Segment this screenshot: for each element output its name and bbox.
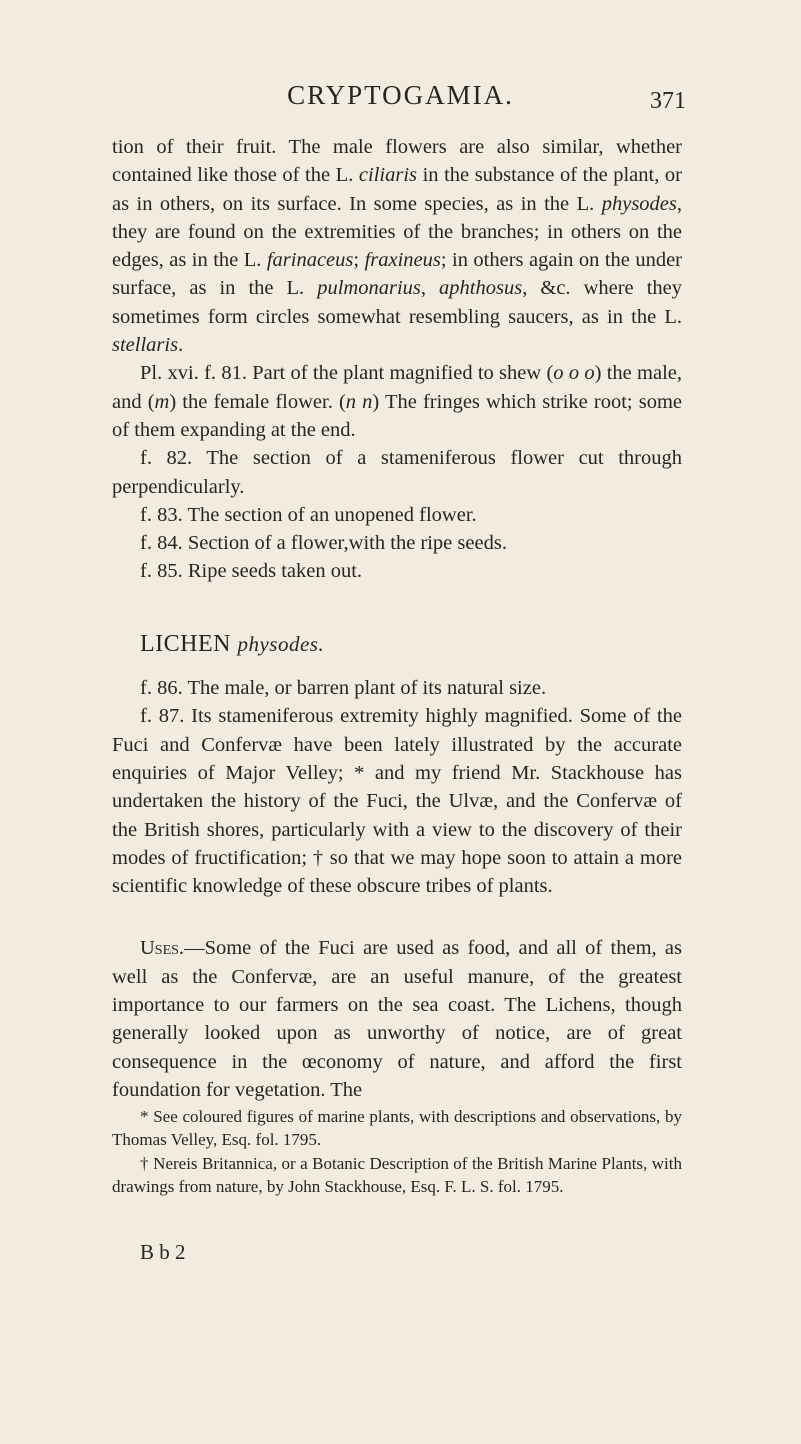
italic-run: aphthosus <box>439 277 523 300</box>
running-head: CRYPTOGAMIA. <box>287 80 514 110</box>
italic-run: m <box>154 390 170 413</box>
italic-run: ciliaris <box>358 164 417 187</box>
section-heading <box>112 630 682 658</box>
text-run: . <box>178 334 184 357</box>
italic-run: n n <box>345 390 373 413</box>
text-run: , &c. where they sometimes form circles somewhat resembling saucers, as in the L. <box>112 277 682 328</box>
uses-text: —Some of the Fuci are used as food, and all of them, as well as the Confervæ, are an useful manure, of the greatest importance to our farmers on the sea coast. The Lichens, though generally looked upon as unworthy of notice, are of great consequence in the œconomy of nature, and afford the first foundation for vegetation. The <box>112 937 682 1101</box>
text-run: LICHEN <box>140 630 238 657</box>
body-text <box>112 133 682 1267</box>
italic-run: physodes. <box>237 631 325 656</box>
plate-caption-f85: f. 85. Ripe seeds taken out. <box>140 560 363 583</box>
signature-mark: B b 2 <box>140 1240 186 1265</box>
text-run: ) The fringes which strike root; some of them expanding at the end. <box>112 390 682 441</box>
uses-label: Uses. <box>140 937 185 960</box>
italic-run: o o o <box>553 362 595 385</box>
paragraph-fuci: f. 87. Its stameniferous extremity highly magnified. Some of the Fuci and Confervæ have been lately illustrated by the accurate enquiries of Major Velley; * and my friend Mr. Stackhouse has undertaken the history of the Fuci, the Ulvæ, and the Confervæ of the British shores, particularly with a view to the discovery of their modes of fructification; † so that we may hope soon to attain a more scientific knowledge of these obscure tribes of plants. <box>112 705 682 898</box>
text-run: ) the female flower. ( <box>169 390 346 413</box>
italic-run: pulmonarius <box>317 277 421 300</box>
paragraph-fructification <box>112 133 682 359</box>
text-run: Pl. xvi. f. 81. Part of the plant magnified to shew ( <box>140 362 554 385</box>
text-run: in the substance of the plant, or as in others, on its surface. In some species, as in the L. <box>112 164 682 215</box>
plate-caption-f82: f. 82. The section of a stameniferous flower cut through perpendicularly. <box>112 447 682 498</box>
plate-caption-f83: f. 83. The section of an unopened flower. <box>140 503 477 526</box>
page-header <box>0 80 801 120</box>
plate-caption-f86: f. 86. The male, or barren plant of its natural size. <box>140 677 547 700</box>
italic-run: fraxineus <box>364 249 441 272</box>
text-run: , they are found on the extremities of the branches; in others on the edges, as in the L. <box>112 192 682 272</box>
text-run: , <box>420 277 440 300</box>
text-run: ; <box>353 249 365 272</box>
italic-run: farinaceus <box>266 249 354 272</box>
footnote-velley: * See coloured figures of marine plants, with descriptions and observations, by Thomas Velley, Esq. fol. 1795. <box>112 1107 682 1150</box>
footnote-stackhouse: † Nereis Britannica, or a Botanic Description of the British Marine Plants, with drawings from nature, by John Stackhouse, Esq. F. L. S. fol. 1795. <box>112 1154 682 1197</box>
italic-run: stellaris <box>112 334 179 357</box>
text-run: ; in others again on the under surface, as in the L. <box>112 249 683 300</box>
page-number: 371 <box>650 88 686 114</box>
plate-caption-f84: f. 84. Section of a flower,with the ripe seeds. <box>140 532 507 555</box>
text-run: tion of their fruit. The male flowers are also similar, whether contained like those of the L. <box>112 136 682 187</box>
plate-caption-f81 <box>112 359 682 444</box>
paragraph-uses <box>112 934 682 1104</box>
italic-run: physodes <box>601 192 677 215</box>
text-run: ) the male, and ( <box>112 362 682 413</box>
